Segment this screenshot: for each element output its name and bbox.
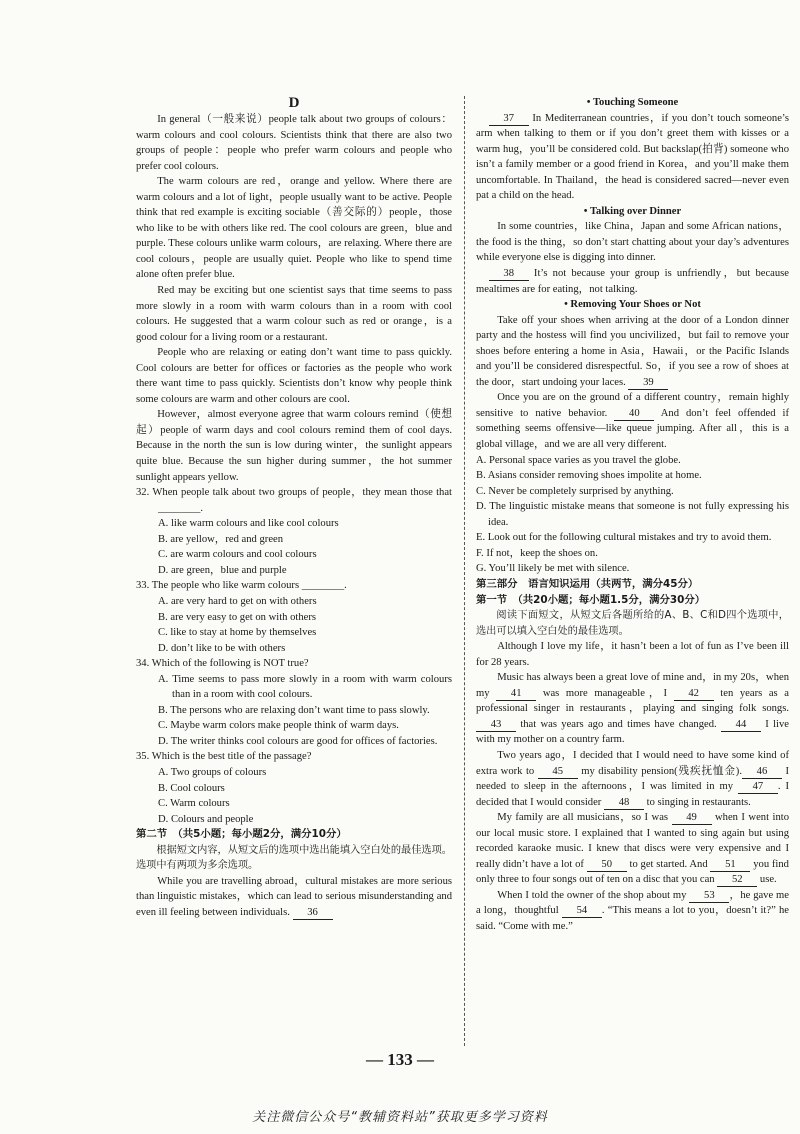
answer-option[interactable]: A. Time seems to pass more slowly in a room with warm colours than in a room with cool colours. xyxy=(158,673,452,701)
section2-intro: While you are travelling abroad，cultural mistakes are more serious than linguistic mistakes，which can lead to serious misunderstanding and even ill feeling between individuals. 36 xyxy=(136,875,452,918)
answer-option[interactable]: C. are warm colours and cool colours xyxy=(158,549,317,561)
blank-40[interactable]: 40 xyxy=(614,407,654,421)
part3-subheading: 第一节 （共20小题；每小题1.5分，满分30分） xyxy=(476,593,706,606)
footer-note: 关注微信公众号“教辅资料站”获取更多学习资料 xyxy=(252,1110,548,1125)
blank-52[interactable]: 52 xyxy=(717,873,757,887)
part3-heading: 第三部分 语言知识运用（共两节，满分45分） xyxy=(476,577,699,590)
para-touching: 37 In Mediterranean countries，if you don’t touch someone’s arm when talking to them or if you don’t greet them with kisses or a warm hug，you’ll be considered cold. But backslap(拍背) someone who isn’t a family member or a good friend in Korea，and you’ll make them uncomfortable. In Thailand，the head is considered sacred—never even pat a child on the head. xyxy=(476,112,789,202)
question-stem: 33. The people who like warm colours ________. xyxy=(136,580,347,592)
blank-46[interactable]: 46 xyxy=(742,765,782,779)
blank-48[interactable]: 48 xyxy=(604,796,644,810)
para-dinner: In some countries，like China，Japan and some African nations，the food is the thing，so don’t start chatting about your day’s adventures while everyone else is digging into dinner. xyxy=(476,221,789,264)
question-stem: 35. Which is the best title of the passage? xyxy=(136,751,312,763)
answer-option[interactable]: C. like to stay at home by themselves xyxy=(158,627,317,639)
question-stem: 32. When people talk about two groups of people，they mean those that ________. xyxy=(136,487,452,514)
passage-title: D xyxy=(288,95,300,111)
answer-option[interactable]: A. like warm colours and like cool colours xyxy=(158,518,339,530)
choice-item[interactable]: A. Personal space varies as you travel the globe. xyxy=(476,454,681,466)
para-shoes: Take off your shoes when arriving at the door of a London dinner party and the hostess will find you uncivilized，but fail to remove your shoes before entering a home in Asia，Hawaii，or the Pacific Islands and you’ll be considered disrespectful. So，if you see a row of shoes at the door，start undoing your laces. 39 xyxy=(476,314,789,388)
para-dinner-2: 38 It’s not because your group is unfriendly，but because mealtimes are for eating，not talking. xyxy=(476,268,789,295)
blank-36[interactable]: 36 xyxy=(293,906,333,920)
passage-body xyxy=(136,112,452,485)
answer-option[interactable]: D. are green，blue and purple xyxy=(158,564,287,576)
subheading-dinner: • Talking over Dinner xyxy=(583,205,682,217)
choice-list xyxy=(476,453,789,577)
choice-item[interactable]: C. Never be completely surprised by anything. xyxy=(476,485,674,497)
blank-38[interactable]: 38 xyxy=(489,267,529,281)
answer-blank[interactable]: ________ xyxy=(301,580,345,592)
blank-53[interactable]: 53 xyxy=(689,889,729,903)
subheading-touching: • Touching Someone xyxy=(586,97,679,108)
answer-option[interactable]: D. don’t like to be with others xyxy=(158,642,286,654)
answer-option[interactable]: B. The persons who are relaxing don’t want time to pass slowly. xyxy=(158,704,430,716)
answer-option[interactable]: D. Colours and people xyxy=(158,813,254,825)
page-number: — 133 — xyxy=(366,1050,434,1069)
blank-45[interactable]: 45 xyxy=(538,765,578,779)
answer-option[interactable]: D. The writer thinks cool colours are good for offices of factories. xyxy=(158,735,438,747)
blank-37[interactable]: 37 xyxy=(489,112,529,126)
answer-option[interactable]: C. Maybe warm colors make people think of warm days. xyxy=(158,720,399,732)
passage-paragraph: In general（一般来说）people talk about two groups of colours：warm colours and cool colours. Scientists think that there are also two groups of people：people who prefer warm colours and people who prefer cool colours. xyxy=(136,114,452,172)
answer-blank[interactable]: ________ xyxy=(158,502,201,514)
choice-item[interactable]: B. Asians consider removing shoes impolite at home. xyxy=(476,470,702,482)
right-column xyxy=(476,95,789,935)
passage-paragraph: The warm colours are red，orange and yellow. Where there are warm colours and a lot of light，people usually want to be active. People think that red example is exciting sociable（善交际的）people，those who like to be with others like red. The cool colours are green，blue and purple. These colours unlike warm colours，are relaxing. Where there are cool colours，people are usually quiet. People who like to spend time alone often prefer blue. xyxy=(136,176,452,281)
answer-option[interactable]: B. are very easy to get on with others xyxy=(158,611,316,623)
answer-option[interactable]: A. are very hard to get on with others xyxy=(158,595,317,607)
choice-item[interactable]: E. Look out for the following cultural mistakes and try to avoid them. xyxy=(476,532,772,544)
section2-heading: 第二节 （共5小题；每小题2分，满分10分） xyxy=(136,828,347,841)
blank-39[interactable]: 39 xyxy=(628,376,668,390)
cloze-para-4: My family are all musicians，so I was 49 when I went into our local music store. I explained that I wanted to sing again but using recorded karaoke music. I knew that discs were very expensive and I really didn’t have a lot of 50 to get started. And 51 you find only three to four songs out of ten on a disc that you can 52 use. xyxy=(476,812,789,886)
blank-51[interactable]: 51 xyxy=(710,858,750,872)
blank-44[interactable]: 44 xyxy=(721,718,761,732)
subheading-shoes: • Removing Your Shoes or Not xyxy=(564,299,701,311)
answer-option[interactable]: B. Cool colours xyxy=(158,782,225,794)
choice-item[interactable]: F. If not，keep the shoes on. xyxy=(476,547,598,559)
cloze-para-1: Although I love my life，it hasn’t been a lot of fun as I’ve been ill for 28 years. xyxy=(476,641,789,668)
section2-instruction: 根据短文内容，从短文后的选项中选出能填入空白处的最佳选项。选项中有两项为多余选项。 xyxy=(136,844,452,872)
cloze-para-5: When I told the owner of the shop about my 53 ，he gave me a long，thoughtful 54 . “This means a lot to you，doesn’t it?” he said. “Come with me.” xyxy=(476,889,789,932)
choice-item[interactable]: G. You’ll likely be met with silence. xyxy=(476,563,630,575)
blank-50[interactable]: 50 xyxy=(587,858,627,872)
blank-54[interactable]: 54 xyxy=(562,904,602,918)
blank-41[interactable]: 41 xyxy=(496,687,536,701)
question-stem: 34. Which of the following is NOT true? xyxy=(136,658,309,670)
column-divider xyxy=(464,96,465,1046)
left-column xyxy=(136,92,452,920)
part3-instruction: 阅读下面短文，从短文后各题所给的A、B、C和D四个选项中，选出可以填入空白处的最佳选项。 xyxy=(476,610,789,637)
answer-option[interactable]: C. Warm colours xyxy=(158,798,230,810)
blank-49[interactable]: 49 xyxy=(672,811,712,825)
blank-43[interactable]: 43 xyxy=(476,718,516,732)
para-ground: Once you are on the ground of a different country，remain highly sensitive to native behavior. 40 And don’t feel offended if something seems offensive—like queue jumping. After all，this is a global village，and we are all very different. xyxy=(476,392,789,451)
question-list xyxy=(136,485,452,827)
blank-47[interactable]: 47 xyxy=(738,780,778,794)
passage-paragraph: People who are relaxing or eating don’t want time to pass quickly. Cool colours are better for offices or factories as the people who work there want time to pass quickly. Scientists don’t know why people think some colours are warm and other colours are cool. xyxy=(136,347,452,405)
choice-item[interactable]: D. The linguistic mistake means that someone is not fully expressing his idea. xyxy=(476,501,789,528)
blank-42[interactable]: 42 xyxy=(674,687,714,701)
cloze-para-2: Music has always been a great love of mine and，in my 20s，when my 41 was more manageable，I 42 ten years as a professional singer in restaurants，playing and singing folk songs. 43 that was years ago and times have changed. 44 I live with my mother on a country farm. xyxy=(476,672,790,746)
passage-paragraph: Red may be exciting but one scientist says that time seems to pass more slowly in a room with warm colours than in a room with cool colours. He suggested that a warm colour such as red or orange，is a good colour for a living room or a restaurant. xyxy=(136,285,452,343)
passage-paragraph: However，almost everyone agree that warm colours remind（使想起）people of warm days and cool colours remind them of cool days. Because in the north the sun is low during winter，the sunlight appears quite blue. Because the sun higher during summer，the hot summer sunlight appears yellow. xyxy=(136,409,452,483)
answer-option[interactable]: B. are yellow，red and green xyxy=(158,533,284,545)
answer-option[interactable]: A. Two groups of colours xyxy=(158,766,267,778)
cloze-para-3: Two years ago，I decided that I would need to have some kind of extra work to 45 my disability pension(残疾抚恤金). 46 I needed to sleep in the afternoons，I was limited in my 47 . I decided that I would consider 48 to singing in restaurants. xyxy=(476,749,790,808)
